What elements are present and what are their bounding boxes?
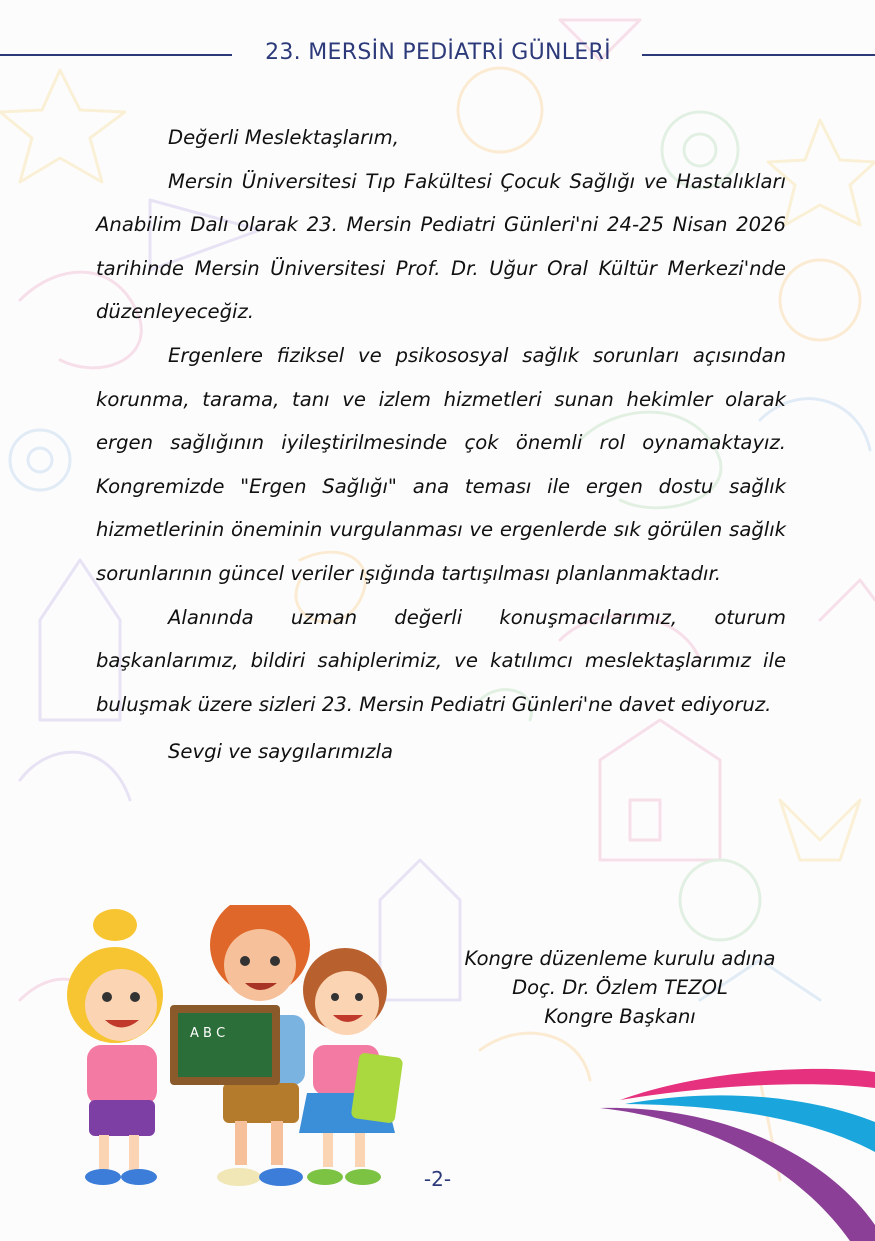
signature-block: [430, 944, 810, 1031]
letter-closing: Sevgi ve saygılarımızla: [168, 740, 393, 764]
page-number: -2-: [423, 1167, 452, 1191]
swoosh-pink: [620, 1069, 875, 1100]
page-title: 23. MERSİN PEDİATRİ GÜNLERİ: [265, 40, 611, 65]
decorative-swoosh: [600, 1060, 875, 1241]
signature-name: Doç. Dr. Özlem TEZOL: [512, 976, 728, 999]
chalkboard-text: A B C: [190, 1026, 226, 1041]
letter-paragraph-2: Ergenlere fiziksel ve psikososyal sağlık sorunları açısından korunma, tarama, tanı ve izlem hizmetleri sunan hekimler olarak ergen sağlığının iyileştirilmesinde çok önemli rol oynamaktayız. Kongremizde "Ergen Sağlığı" ana teması ile ergen dostu sağlık hizmetlerinin öneminin vurgulanması ve ergenlerde sık görülen sağlık sorunlarının güncel veriler ışığında tartışılması planlanmaktadır.: [96, 343, 786, 585]
header-line-right: [642, 54, 875, 56]
letter-paragraph-1: Mersin Üniversitesi Tıp Fakültesi Çocuk Sağlığı ve Hastalıkları Anabilim Dalı olarak 23. Mersin Pediatri Günleri'ni 24-25 Nisan 2026 tarihinde Mersin Üniversitesi Prof. Dr. Uğur Oral Kültür Merkezi'nde düzenleyeceğiz.: [96, 169, 786, 324]
letter-paragraph-3: Alanında uzman değerli konuşmacılarımız, oturum başkanlarımız, bildiri sahiplerimiz, ve katılımcı meslektaşlarımız ile buluşmak üzere sizleri 23. Mersin Pediatri Günleri'ne davet ediyoruz.: [96, 605, 786, 716]
letter-salutation: Değerli Meslektaşlarım,: [168, 126, 399, 149]
girl-right-figure: [299, 948, 403, 1185]
signature-role: Kongre Başkanı: [544, 1005, 696, 1028]
letter-body: [96, 116, 786, 774]
girl-left-figure: [67, 909, 163, 1185]
header-line-left: [0, 54, 232, 56]
chalkboard: [170, 1005, 280, 1085]
children-illustration: [55, 905, 405, 1205]
signature-line-1: Kongre düzenleme kurulu adına: [464, 947, 776, 970]
